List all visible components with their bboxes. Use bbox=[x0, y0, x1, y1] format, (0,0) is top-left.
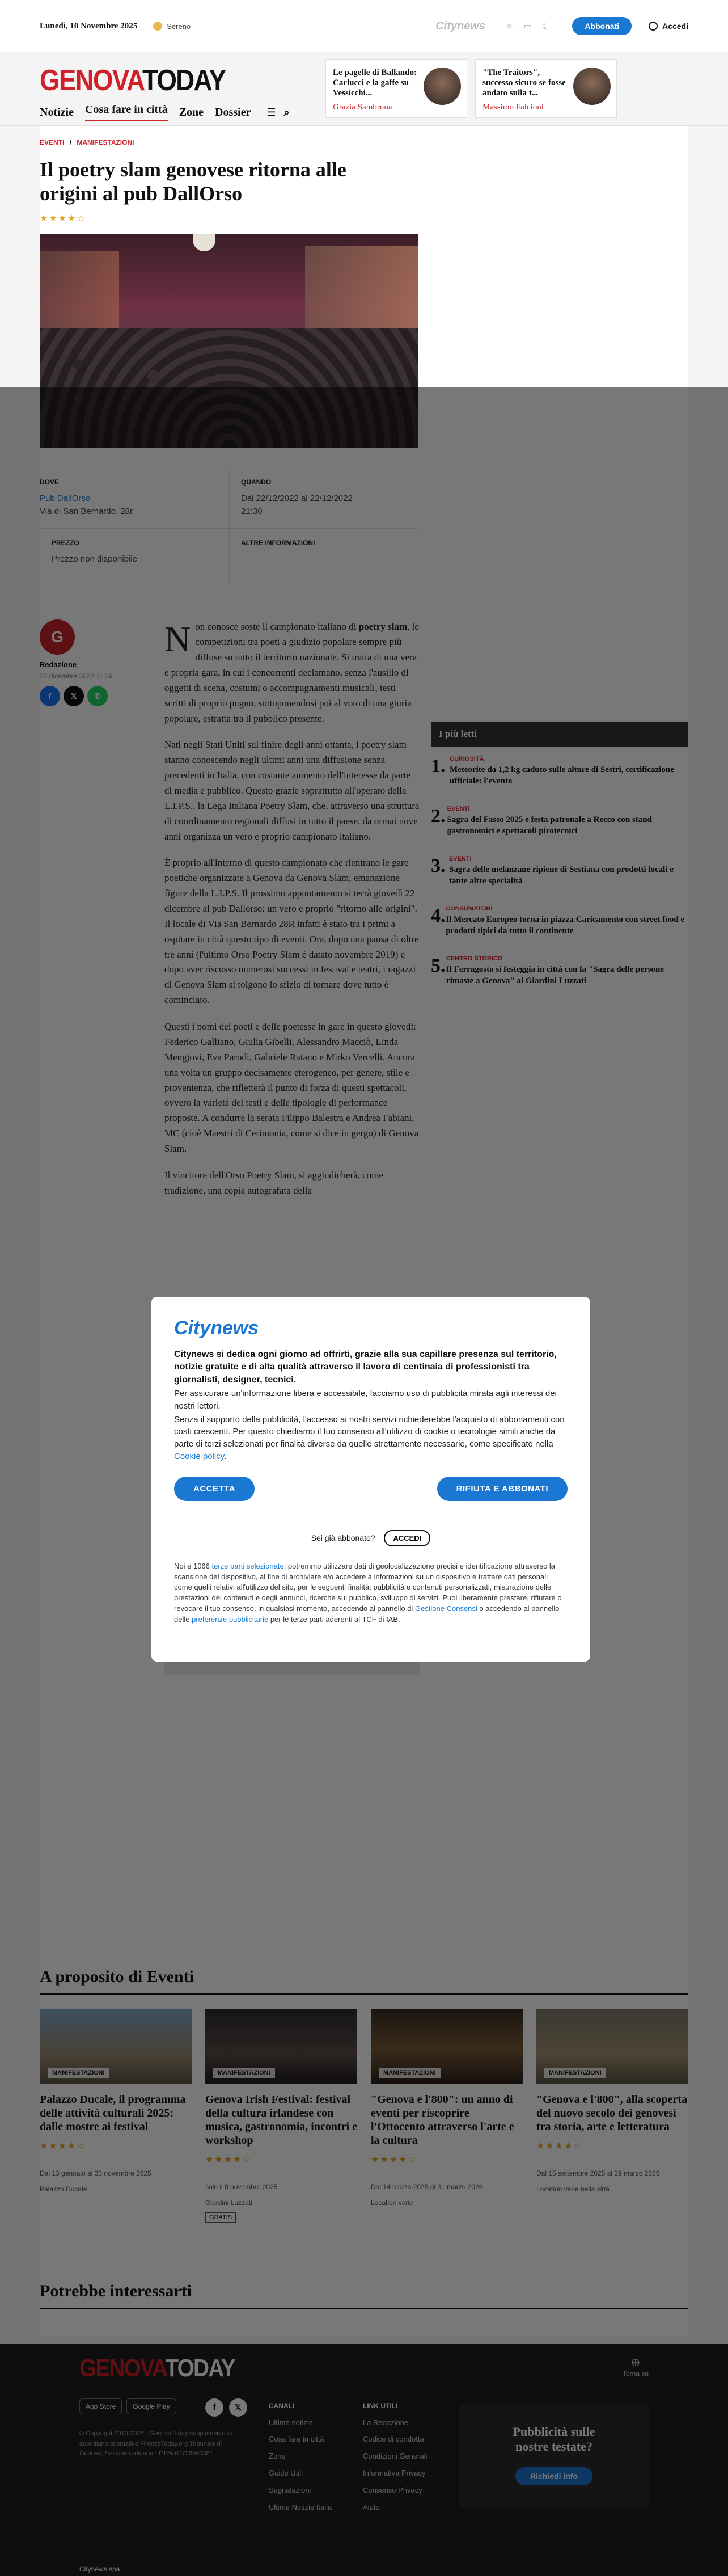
accept-button[interactable]: ACCETTA bbox=[174, 1477, 255, 1501]
author-photo bbox=[424, 68, 461, 105]
consent-text: Senza il supporto della pubblicità, l'accesso ai nostri servizi richiederebbe l'acquisto di abbonamenti con costi crescenti. Per questo chiediamo il tuo consenso all'utilizzo di cookie o tecnologie simili anche da parte di terzi selezionati per finalità diverse da quelle strettamente necessarie, come specificato nella Cookie policy. bbox=[174, 1414, 565, 1461]
light-mode-icon[interactable]: ☼ bbox=[506, 21, 514, 31]
cookie-policy-link[interactable]: Cookie policy bbox=[174, 1451, 225, 1461]
author-photo bbox=[573, 68, 611, 105]
consent-lead: Citynews si dedica ogni giorno ad offrirti, grazie alla sua capillare presenza sul territorio, notizie gratuite e di alta qualità attraverso il lavoro di centinaia di professionisti tra giornalisti, designer, tecnici. bbox=[174, 1350, 557, 1385]
nav-dossier[interactable]: Dossier bbox=[215, 106, 251, 119]
nav-notizie[interactable]: Notizie bbox=[40, 106, 74, 119]
login-button[interactable] bbox=[649, 22, 688, 31]
user-icon bbox=[649, 22, 658, 31]
article-title: Il poetry slam genovese ritorna alle origini al pub DallOrso bbox=[40, 158, 346, 205]
breadcrumb bbox=[40, 126, 422, 146]
details-text: Noi e 1066 bbox=[174, 1561, 212, 1570]
promo-title: Le pagelle di Ballando: Carlucci e la gaffe su Vessicchi... bbox=[333, 68, 417, 98]
promo-title: "The Traitors", successo sicuro se fosse andato sulla t... bbox=[482, 68, 566, 98]
topbar bbox=[0, 0, 728, 52]
details-text: , potremmo utilizzare dati di geolocalizzazione precisi e identificazione attraverso la scansione del dispositivo, al fine di archiviare e/o accedere a informazioni su un dispositivo e trattare dati personali come quelli relativi all'utilizzo del sito, per le seguenti finalità: pubblicità e contenuti personalizzati, misurazione delle prestazioni dei contenuti e degli annunci, ricerche sul pubblico, sviluppo di servizi. Puoi liberamente prestare, rifiutare o revocare il tuo consenso, in qualsiasi momento, accedendo al pannello di bbox=[174, 1561, 562, 1613]
consent-management-link[interactable]: Gestione Consensi bbox=[414, 1604, 477, 1613]
breadcrumb-manifestazioni[interactable]: MANIFESTAZIONI bbox=[77, 138, 134, 146]
login-label: Accedi bbox=[662, 22, 688, 31]
nav-cosa-fare[interactable]: Cosa fare in città bbox=[85, 103, 168, 121]
logo-black-part: TODAY bbox=[142, 64, 226, 97]
menu-icon[interactable]: ☰ bbox=[266, 106, 276, 119]
promo-card[interactable] bbox=[475, 59, 617, 118]
promo-author: Massimo Falcioni bbox=[482, 103, 544, 112]
details-text: o accedendo al pannello delle bbox=[174, 1604, 560, 1624]
ad-preferences-link[interactable]: preferenze pubblicitarie bbox=[192, 1614, 269, 1624]
theme-switcher bbox=[506, 21, 549, 31]
nav-zone[interactable]: Zone bbox=[179, 106, 204, 119]
weather bbox=[153, 22, 191, 31]
consent-modal bbox=[151, 1297, 590, 1662]
subscribe-button[interactable]: Abbonati bbox=[572, 17, 632, 35]
third-parties-link[interactable]: terze parti selezionate bbox=[211, 1561, 284, 1570]
top-date: Lunedì, 10 Novembre 2025 bbox=[40, 21, 138, 31]
consent-text: Per assicurare un'informazione libera e accessibile, facciamo uso di pubblicità mirata agli interessi dei nostri lettori. bbox=[174, 1389, 557, 1411]
modal-login-button[interactable]: ACCEDI bbox=[384, 1530, 430, 1546]
main-nav bbox=[40, 103, 290, 121]
search-icon[interactable]: ⌕ bbox=[283, 106, 290, 119]
rating-stars: ★★★★☆ bbox=[40, 213, 86, 224]
consent-text-part: Senza il supporto della pubblicità, l'accesso ai nostri servizi richiederebbe l'acquisto di abbonamenti con costi crescenti. Per questo chiediamo il tuo consenso all'utilizzo di cookie o tecnologie simili anche da parte di terzi selezionati per finalità diverse da quelle strettamente necessarie, come specificato nella bbox=[174, 1414, 565, 1449]
sun-icon bbox=[153, 22, 162, 31]
breadcrumb-sep: / bbox=[69, 138, 72, 146]
promo-author: Grazia Sambruna bbox=[333, 103, 392, 112]
already-label: Sei già abbonato? bbox=[311, 1533, 375, 1542]
logo-red-part: GENOVA bbox=[40, 64, 142, 97]
citynews-logo: Citynews bbox=[174, 1317, 259, 1339]
monitor-icon[interactable]: ▭ bbox=[523, 22, 532, 31]
citynews-brand[interactable]: Citynews bbox=[435, 19, 486, 32]
consent-details bbox=[174, 1561, 568, 1625]
site-logo[interactable] bbox=[40, 64, 225, 98]
weather-label: Sereno bbox=[167, 22, 191, 31]
promo-card[interactable] bbox=[325, 59, 467, 118]
breadcrumb-eventi[interactable]: EVENTI bbox=[40, 138, 65, 146]
site-header bbox=[0, 52, 728, 126]
dark-mode-icon[interactable]: ☾ bbox=[541, 22, 550, 31]
already-subscribed bbox=[174, 1530, 568, 1546]
details-text: per le terze parti aderenti al TCF di IAB. bbox=[268, 1614, 400, 1624]
refuse-subscribe-button[interactable]: RIFIUTA E ABBONATI bbox=[437, 1477, 568, 1501]
